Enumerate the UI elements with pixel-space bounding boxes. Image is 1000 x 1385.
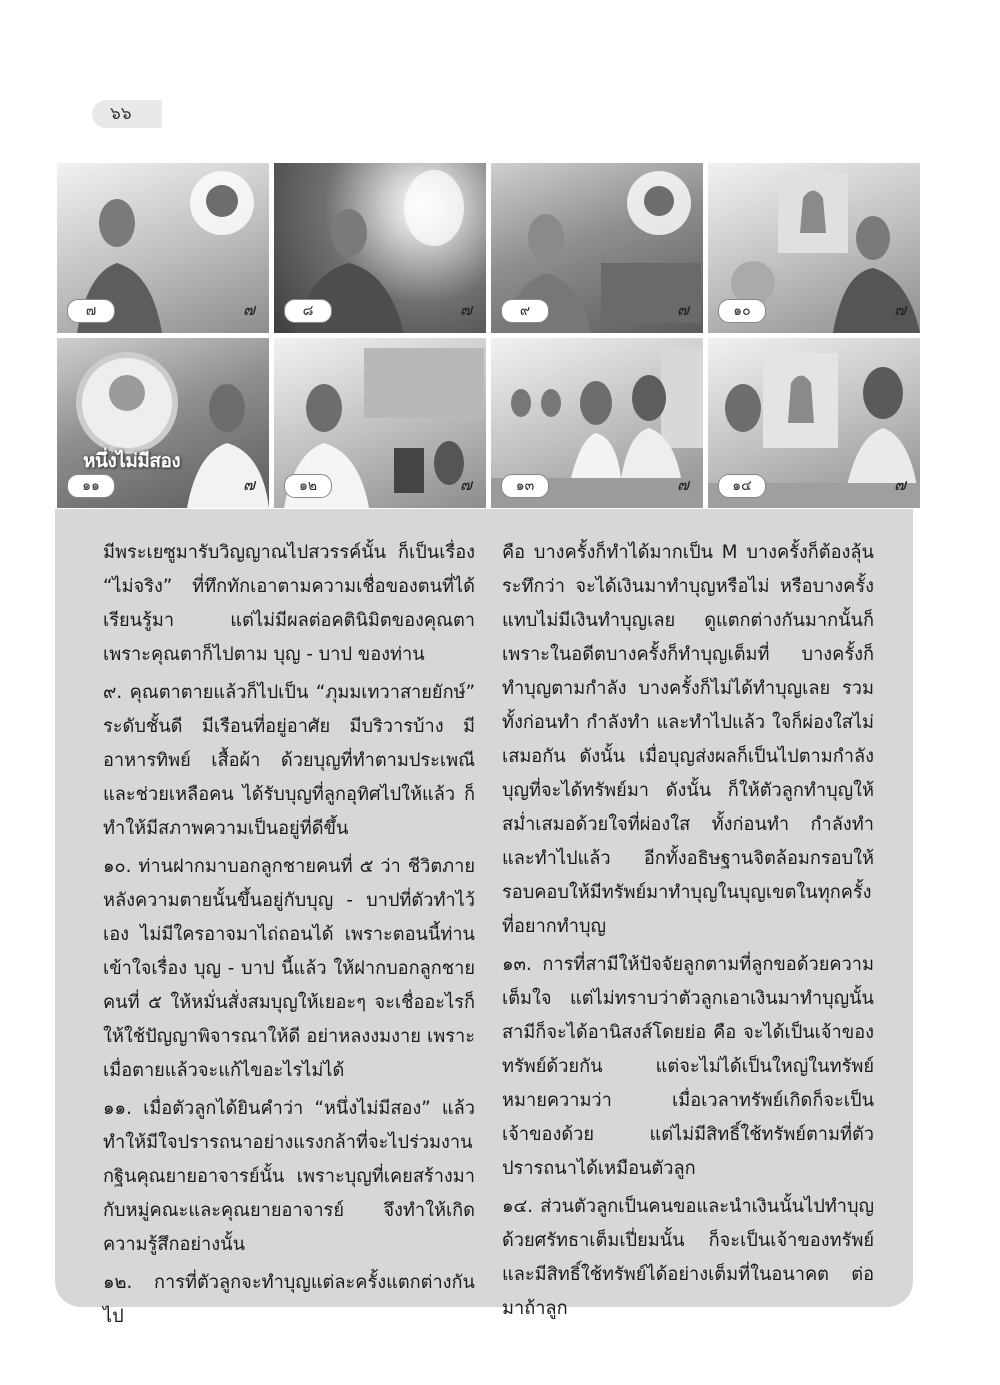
right-text-column (502, 536, 874, 1330)
panel-number: ๑๓ (501, 474, 549, 498)
paragraph: คือ บางครั้งก็ทำได้มากเป็น M บางครั้งก็ต้องลุ้นระทึกว่า จะได้เงินมาทำบุญหรือไม่ หรือบางครั้งแทบไม่มีเงินทำบุญเลย ดูแตกต่างกันมากนั้นก็เพราะในอดีตบางครั้งก็ทำบุญเต็มที่ บางครั้งก็ทำบุญตามกำลัง บางครั้งก็ไม่ได้ทำบุญเลย รวมทั้งก่อนทำ กำลังทำ และทำไปแล้ว ใจก็ผ่องใสไม่เสมอกัน ดังนั้น เมื่อบุญส่งผลก็เป็นไปตามกำลังบุญที่จะได้ทรัพย์มา ดังนั้น ก็ให้ตัวลูกทำบุญให้สม่ำเสมอด้วยใจที่ผ่องใส ทั้งก่อนทำ กำลังทำ และทำไปแล้ว อีกทั้งอธิษฐานจิตล้อมกรอบให้รอบคอบให้มีทรัพย์มาทำบุญในบุญเขตในทุกครั้งที่อยากทำบุญ (502, 542, 874, 937)
panel-number: ๗ (67, 299, 115, 323)
illustration-10 (708, 163, 920, 333)
illustration-9 (491, 163, 703, 333)
artist-signature: ๗ (676, 475, 689, 494)
panel-caption: หนึ่งไม่มีสอง (83, 450, 181, 472)
artist-signature: ๗ (893, 300, 906, 319)
panel-number: ๑๒ (284, 474, 332, 498)
paragraph: ๑๓. การที่สามีให้ปัจจัยลูกตามที่ลูกขอด้วยความเต็มใจ แต่ไม่ทราบว่าตัวลูกเอาเงินมาทำบุญนั้น สามีก็จะได้อานิสงส์โดยย่อ คือ จะได้เป็นเจ้าของทรัพย์ด้วยกัน แต่จะไม่ได้เป็นใหญ่ในทรัพย์ หมายความว่า เมื่อเวลาทรัพย์เกิดก็จะเป็นเจ้าของด้วย แต่ไม่มีสิทธิ์ใช้ทรัพย์ตามที่ตัวปรารถนาได้เหมือนตัวลูก (502, 954, 874, 1179)
paragraph: ๙. คุณตาตายแล้วก็ไปเป็น “ภุมมเทวาสายยักษ์” ระดับชั้นดี มีเรือนที่อยู่อาศัย มีบริวารบ้าง มีอาหารทิพย์ เสื้อผ้า ด้วยบุญที่ทำตามประเพณีและช่วยเหลือคน ได้รับบุญที่ลูกอุทิศไปให้แล้ว ก็ทำให้มีสภาพความเป็นอยู่ที่ดีขึ้น (103, 682, 475, 839)
panel-number: ๑๔ (718, 474, 766, 498)
illustration-8 (274, 163, 486, 333)
panel-number: ๘ (284, 299, 332, 323)
content-panel (55, 161, 913, 1327)
artist-signature: ๗ (676, 300, 689, 319)
illustration-13 (491, 338, 703, 508)
illustration-12 (274, 338, 486, 508)
illustration-7 (57, 163, 269, 333)
panel-number: ๑๑ (67, 474, 115, 498)
page-number: ๖๖ (92, 100, 162, 128)
paragraph: ๑๒. การที่ตัวลูกจะทำบุญแต่ละครั้งแตกต่างกันไป (103, 1272, 475, 1327)
artist-signature: ๗ (242, 300, 255, 319)
paragraph: ๑๔. ส่วนตัวลูกเป็นคนขอและนำเงินนั้นไปทำบุญด้วยศรัทธาเต็มเปี่ยมนั้น ก็จะเป็นเจ้าของทรัพย์และมีสิทธิ์ใช้ทรัพย์ได้อย่างเต็มที่ในอนาคต ต่อมาถ้าลูก (502, 1196, 874, 1319)
artist-signature: ๗ (459, 475, 472, 494)
artist-signature: ๗ (459, 300, 472, 319)
paragraph: มีพระเยซูมารับวิญญาณไปสวรรค์นั้น ก็เป็นเรื่อง “ไม่จริง” ที่ทึกทักเอาตามความเชื่อของตนที่ได้เรียนรู้มา แต่ไม่มีผลต่อคตินิมิตของคุณตา เพราะคุณตาก็ไปตาม บุญ - บาป ของท่าน (103, 542, 475, 665)
panel-number: ๙ (501, 299, 549, 323)
paragraph: ๑๐. ท่านฝากมาบอกลูกชายคนที่ ๕ ว่า ชีวิตภายหลังความตายนั้นขึ้นอยู่กับบุญ - บาปที่ตัวทำไว้เอง ไม่มีใครอาจมาไถ่ถอนได้ เพราะตอนนี้ท่านเข้าใจเรื่อง บุญ - บาป นี้แล้ว ให้ฝากบอกลูกชายคนที่ ๕ ให้หมั่นสั่งสมบุญให้เยอะๆ จะเชื่ออะไรก็ให้ใช้ปัญญาพิจารณาให้ดี อย่าหลงงมงาย เพราะเมื่อตายแล้วจะแก้ไขอะไรไม่ได้ (103, 856, 475, 1081)
illustration-11 (57, 338, 269, 508)
paragraph: ๑๑. เมื่อตัวลูกได้ยินคำว่า “หนึ่งไม่มีสอง” แล้ว ทำให้มีใจปรารถนาอย่างแรงกล้าที่จะไปร่วมงานกฐินคุณยายอาจารย์นั้น เพราะบุญที่เคยสร้างมากับหมู่คณะและคุณยายอาจารย์ จึงทำให้เกิดความรู้สึกอย่างนั้น (103, 1098, 475, 1255)
artist-signature: ๗ (893, 475, 906, 494)
panel-number: ๑๐ (718, 299, 766, 323)
artist-signature: ๗ (242, 475, 255, 494)
illustration-grid (55, 161, 913, 509)
left-text-column (103, 536, 475, 1338)
illustration-14 (708, 338, 920, 508)
